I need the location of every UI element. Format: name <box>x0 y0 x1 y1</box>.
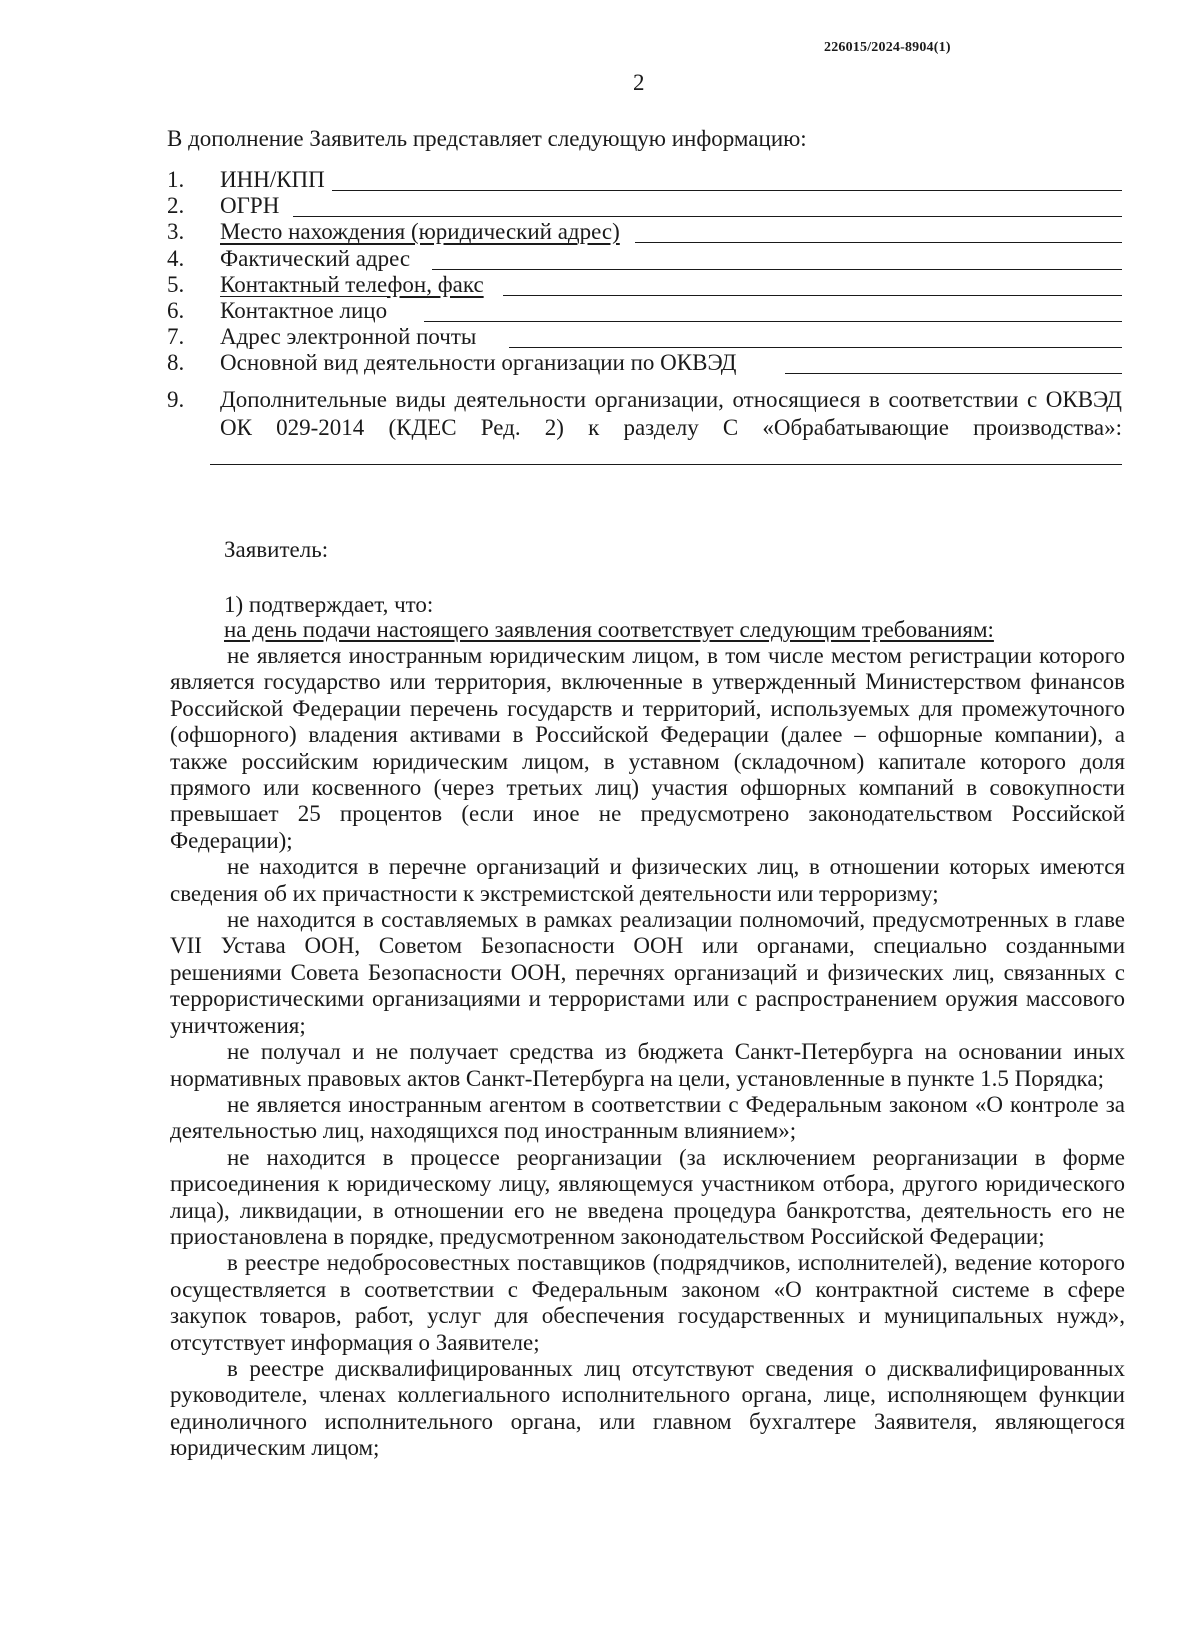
requirement-paragraph: в реестре дисквалифицированных лиц отсутствуют сведения о дисквалифицированных руководителе, членах коллегиального исполнительного органа, лице, исполняющем функции единоличного исполнительного органа, или главном бухгалтере Заявителя, являющегося юридическим лицом; <box>170 1355 1125 1461</box>
item-label: Адрес электронной почты <box>220 324 477 349</box>
requirement-paragraph: не является иностранным агентом в соответствии с Федеральным законом «О контроле за деятельностью лиц, находящихся под иностранным влиянием»; <box>170 1091 1125 1144</box>
requirements-heading: на день подачи настоящего заявления соответствует следующим требованиям: <box>224 617 994 642</box>
item-number: 1. <box>167 167 185 192</box>
item-label: Место нахождения (юридический адрес) <box>220 219 620 244</box>
requirement-paragraph: не является иностранным юридическим лицом, в том числе местом регистрации которого является государство или территория, включенные в утвержденный Министерством финансов Российской Федерации перечень государств и территорий, используемых для промежуточного (офшорного) владения активами в Российской Федерации (далее – офшорные компании), а также российским юридическим лицом, в уставном (складочном) капитале которого доля прямого или косвенного (через третьих лиц) участия офшорных компаний в совокупности превышает 25 процентов (если иное не предусмотрено законодательством Российской Федерации); <box>170 643 1125 853</box>
item-label: Контактное лицо <box>220 298 388 323</box>
form-item-phone-fax <box>167 271 1122 299</box>
form-item-inn-kpp <box>167 166 1122 194</box>
confirm-intro: 1) подтверждает, что: <box>224 592 434 617</box>
requirements-list <box>170 643 1125 1462</box>
applicant-label: Заявитель: <box>224 537 329 562</box>
fill-line <box>635 242 1122 243</box>
form-item-actual-address <box>167 245 1122 273</box>
form-item-email <box>167 323 1122 351</box>
form-item-contact-person <box>167 297 1122 325</box>
fill-line <box>503 295 1122 296</box>
document-number: 226015/2024-8904(1) <box>824 40 951 55</box>
fill-line <box>432 269 1122 270</box>
item-number: 7. <box>167 324 185 349</box>
fill-line <box>293 216 1122 217</box>
item-number: 4. <box>167 246 185 271</box>
fill-line <box>424 321 1122 322</box>
item-number: 8. <box>167 350 185 375</box>
item-label: Контактный телефон, факс <box>220 272 484 297</box>
item-label: Дополнительные виды деятельности организации, относящиеся в соответствии с ОКВЭД ОК 029-2014 (КДЕС Ред. 2) к разделу С «Обрабатывающие производства»: <box>220 387 1122 440</box>
fill-line <box>509 347 1122 348</box>
requirement-paragraph: не находится в перечне организаций и физических лиц, в отношении которых имеются сведения об их причастности к экстремистской деятельности или терроризму; <box>170 854 1125 906</box>
item-number: 9. <box>167 387 185 412</box>
fill-line <box>332 190 1122 191</box>
fill-line <box>785 373 1122 374</box>
requirement-paragraph: не находится в процессе реорганизации (за исключением реорганизации в форме присоединения к юридическому лицу, являющемуся участником отбора, другого юридического лица), ликвидации, в отношении его не введена процедура банкротства, деятельность его не приостановлена в порядке, предусмотренном законодательством Российской Федерации; <box>170 1144 1125 1249</box>
item-label: ИНН/КПП <box>220 167 325 192</box>
item-label: ОГРН <box>220 193 280 218</box>
item-label: Фактический адрес <box>220 246 411 271</box>
requirement-paragraph: не находится в составляемых в рамках реализации полномочий, предусмотренных в главе VII Устава ООН, Советом Безопасности ООН или органами, специально созданными решениями Совета Безопасности ООН, перечнях организаций и физических лиц, связанных с террористическими организациями и террористами или с распространением оружия массового уничтожения; <box>170 907 1125 1038</box>
requirement-paragraph: в реестре недобросовестных поставщиков (подрядчиков, исполнителей), ведение которого осуществляется в соответствии с Федеральным законом «О контрактной системе в сфере закупок товаров, работ, услуг для обеспечения государственных и муниципальных нужд», отсутствует информация о Заявителе; <box>170 1250 1125 1355</box>
page-number: 2 <box>633 70 645 95</box>
item-label: Основной вид деятельности организации по ОКВЭД <box>220 350 737 375</box>
item-number: 6. <box>167 298 185 323</box>
intro-text: В дополнение Заявитель представляет следующую информацию: <box>167 126 807 151</box>
item-number: 3. <box>167 219 185 244</box>
requirement-paragraph: не получал и не получает средства из бюджета Санкт-Петербурга на основании иных нормативных правовых актов Санкт-Петербурга на цели, установленные в пункте 1.5 Порядка; <box>170 1039 1125 1091</box>
form-item-okved-main <box>167 349 1122 377</box>
item-number: 5. <box>167 272 185 297</box>
form-item-ogrn <box>167 192 1122 220</box>
item-number: 2. <box>167 193 185 218</box>
fill-line <box>210 464 1122 465</box>
form-item-legal-address <box>167 218 1122 246</box>
